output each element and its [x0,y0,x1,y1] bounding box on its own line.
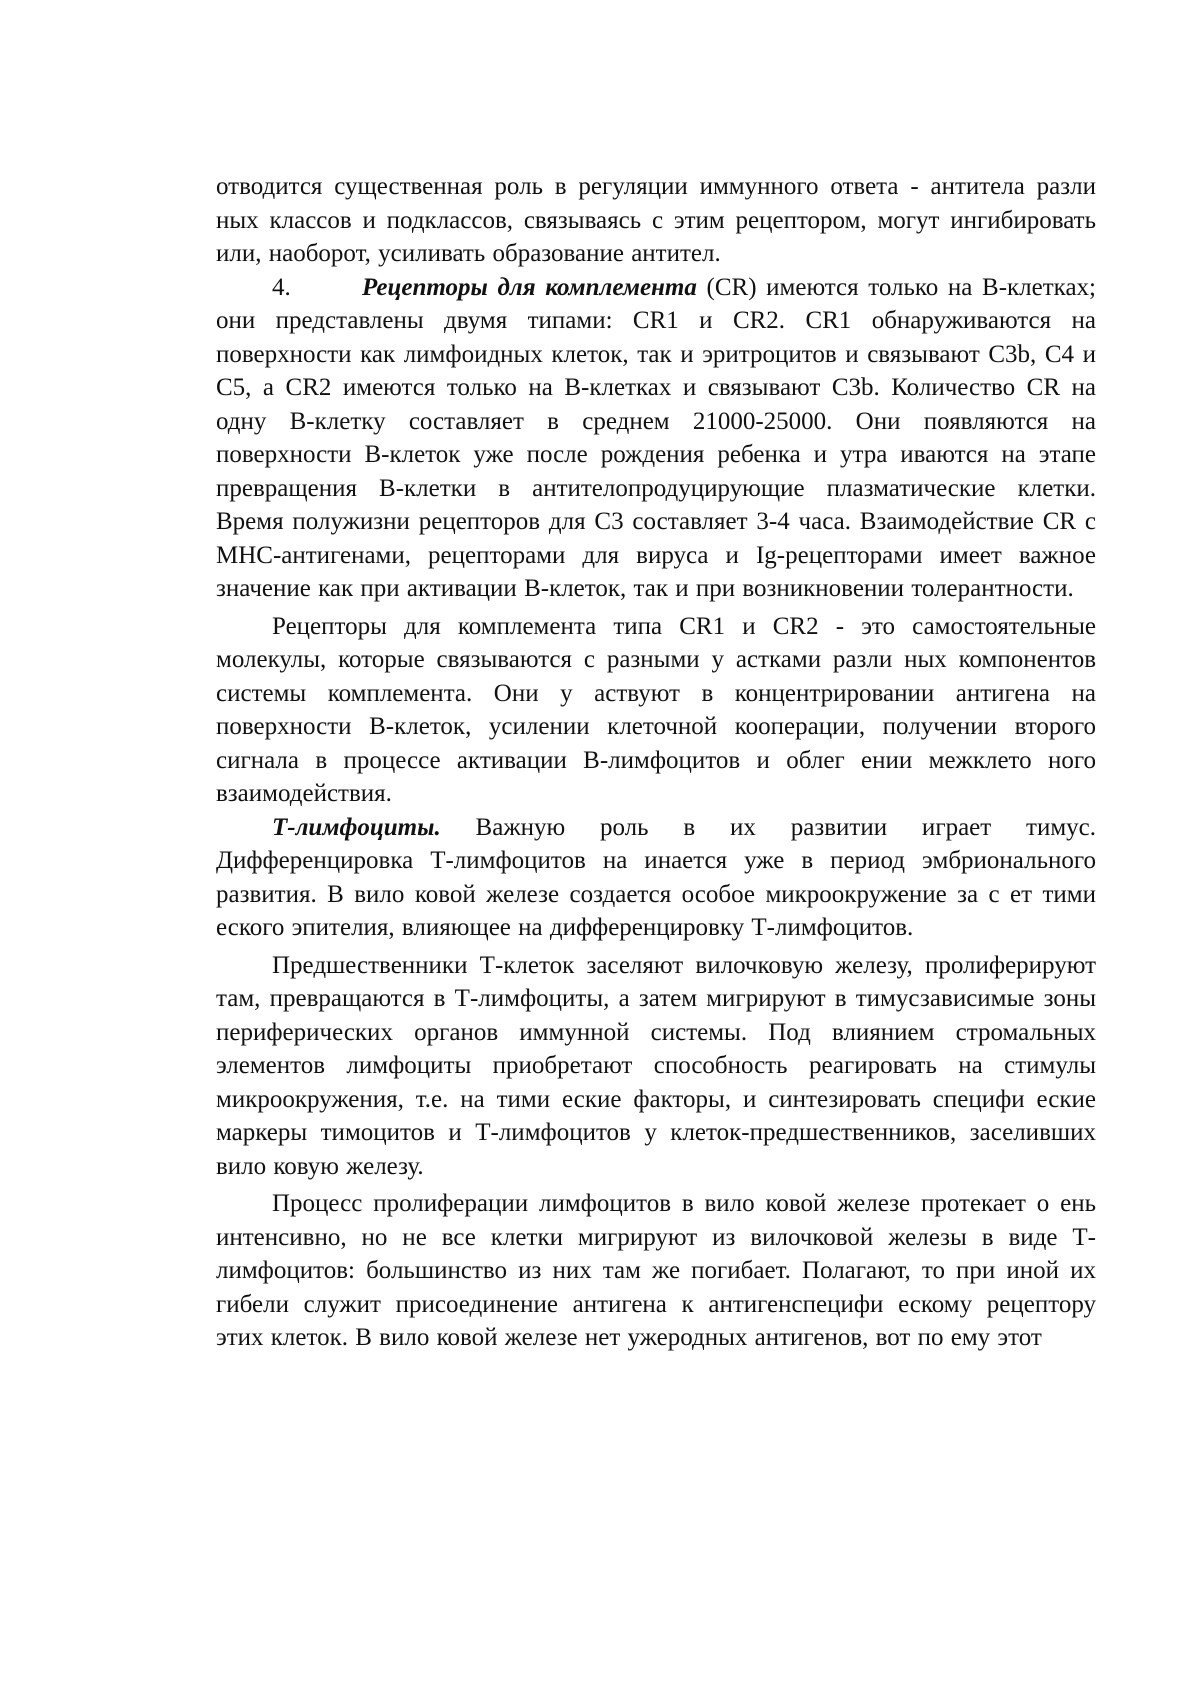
paragraph-continuation: отводится существенная роль в регуляции иммунного ответа - антитела разли ных классов и подклассов, связываясь с этим рецептором, могут ингибировать или, наоборот, усиливать образование антител. [216,173,1096,267]
paragraph-complement-receptors [216,271,1096,606]
term-t-lymphocytes: Т-лимфоциты. [272,813,441,841]
paragraph-precursors: Предшественники Т-клеток заселяют вилочковую железу, пролиферируют там, превращаются в Т-лимфоциты, а затем мигрируют в тимусзависимые зоны периферических органов иммунной системы. Под влиянием стромальных элементов лимфоциты приобретают способность реагировать на стимулы микроокружения, т.е. на тими еские факторы, и синтезировать специфи еские маркеры тимоцитов и Т-лимфоцитов у клеток-предшественников, заселивших вило ковую железу. [216,951,1096,1180]
paragraph-text: (CR) имеются только на В-клетках; они представлены двумя типами: CR1 и CR2. CR1 обнаруживаются на поверхности как лимфоидных клеток, так и эритроцитов и связывают C3b, C4 и C5, а CR2 имеются только на В-клетках и связывают C3b. Количество CR на одну В-клетку составляет в среднем 21000-25000. Они появляются на поверхности В-клеток уже после рождения ребенка и утра иваются на этапе превращения В-клетки в антителопродуцирующие плазматические клетки. Время полужизни рецепторов для C3 составляет 3-4 часа. Взаимодействие CR с MHC-антигенами, рецепторами для вируса и Ig-рецепторами имеет важное значение как при активации В-клеток, так и при возникновении толерантности. [216,273,1096,602]
paragraph-t-lymphocytes [216,811,1096,945]
term-complement-receptors: Рецепторы для комплемента [362,273,697,301]
paragraph-proliferation: Процесс пролиферации лимфоцитов в вило ковой железе протекает о ень интенсивно, но не все клетки мигрируют из вилочковой железы в виде Т-лимфоцитов: большинство из них там же погибает. Полагают, то при иной их гибели служит присоединение антигена к антигенспецифи ескому рецептору этих клеток. В вило ковой железе нет ужеродных антигенов, вот по ему этот [216,1190,1096,1351]
paragraph-cr-types: Рецепторы для комплемента типа CR1 и CR2 - это самостоятельные молекулы, которые связываются с разными у астками разли ных компонентов системы комплемента. Они у аствуют в концентрировании антигена на поверхности В-клеток, усилении клеточной кооперации, получении второго сигнала в процессе активации В-лимфоцитов и облег ении межклето ного взаимодействия. [216,612,1096,807]
list-number: 4. [272,273,291,301]
paragraph-text: Важную роль в их развитии играет тимус. Дифференцировка Т-лимфоцитов на инается уже в период эмбрионального развития. В вило ковой железе создается особое микроокружение за с ет тими еского эпителия, влияющее на дифференцировку Т-лимфоцитов. [216,813,1096,941]
document-page [216,170,1096,1355]
